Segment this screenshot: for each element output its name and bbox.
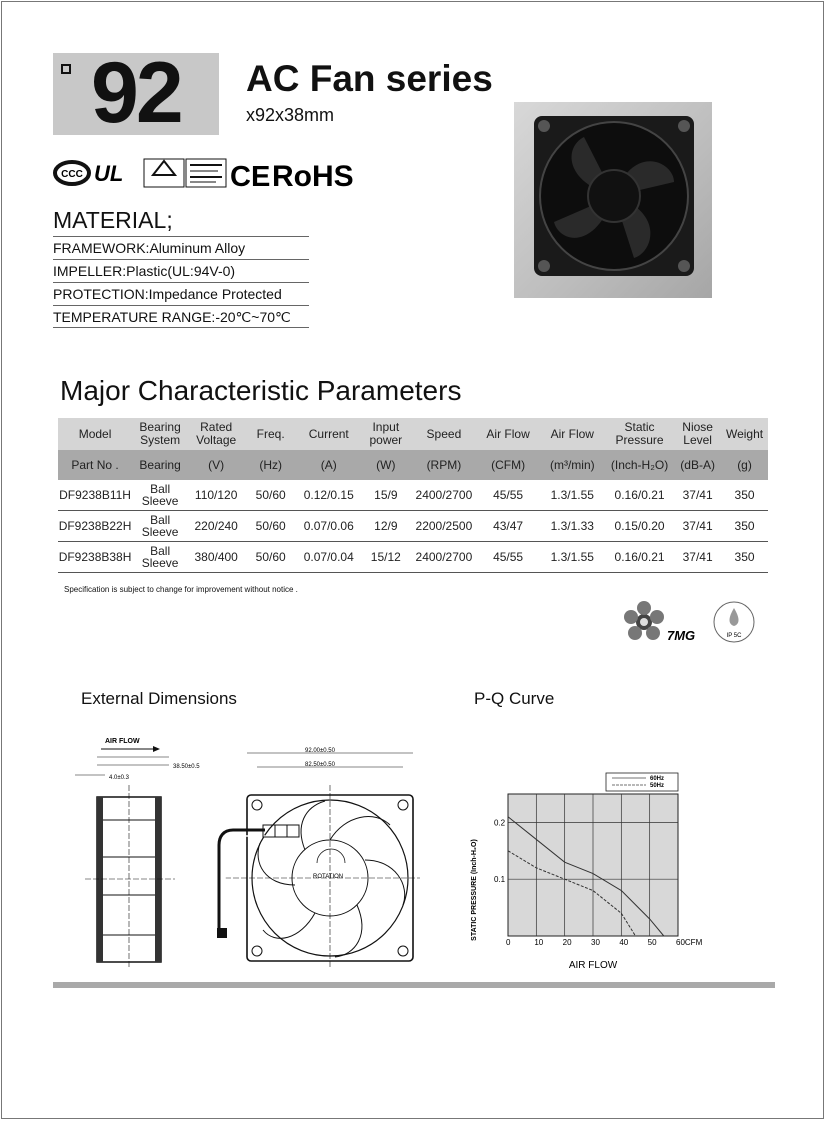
y-tick-label: 0.2 [494,818,506,828]
table-cell: 380/400 [188,542,244,573]
table-row [58,511,768,542]
table-cell: 0.16/0.21 [605,542,674,573]
ce-label: CE [230,161,271,193]
pq-curve-chart [466,770,711,975]
table-cell: 0.15/0.20 [605,511,674,542]
x-tick-label: 10 [534,938,544,947]
table-cell: Ball Sleeve [132,480,188,511]
ul-logo-icon [94,161,123,186]
blade-7mg-icon [624,601,664,640]
depth-dimension: 38.50±0.5 [173,764,200,770]
legend-entry-60hz: 60Hz [650,776,665,782]
ce-logo-icon [230,161,270,193]
fan-photo-icon [514,102,712,298]
header-cell: Freq. [244,418,297,450]
fan-photo [514,102,712,298]
table-unit-row [58,450,768,480]
rotation-label: ROTATION [313,874,344,880]
series-title: AC Fan series [246,58,493,99]
table-cell: 37/41 [674,480,721,511]
table-cell: 43/47 [477,511,540,542]
x-tick-label: 40 [619,938,629,947]
seven-mg-label: 7MG [667,628,696,643]
unit-cell: (CFM) [477,450,540,480]
unit-cell: (g) [721,450,768,480]
unit-cell: (RPM) [411,450,476,480]
header-cell: Model [58,418,132,450]
table-row [58,480,768,511]
table-cell: 45/55 [477,480,540,511]
table-cell: 37/41 [674,542,721,573]
header-cell: Rated Voltage [188,418,244,450]
table-cell: 50/60 [244,542,297,573]
x-tick-label: 20 [562,938,572,947]
table-row [58,542,768,573]
table-header-row [58,418,768,450]
air-flow-label: AIR FLOW [105,738,140,745]
x-tick-label: 50 [647,938,657,947]
table-cell: 45/55 [477,542,540,573]
table-cell: 50/60 [244,511,297,542]
bottom-bar [53,982,775,988]
rohs-logo-icon [272,160,354,193]
x-tick-label: 30 [591,938,600,947]
x-tick-label: 60CFM [676,938,703,947]
x-axis-label: AIR FLOW [568,960,618,971]
table-cell: 2200/2500 [411,511,476,542]
ul-label: UL [94,161,124,186]
unit-cell: (V) [188,450,244,480]
table-cell: 0.07/0.06 [297,511,360,542]
unit-cell: (m³/min) [540,450,605,480]
header-cell: Weight [721,418,768,450]
material-item: TEMPERATURE RANGE:-20℃~70℃ [53,305,309,328]
table-cell: 50/60 [244,480,297,511]
table-cell: 1.3/1.55 [540,542,605,573]
rating-icons [620,598,760,648]
y-axis-label: STATIC PRESSURE (Inch-H₂O) [471,839,478,941]
material-item: IMPELLER:Plastic(UL:94V-0) [53,259,309,279]
table-cell: 12/9 [360,511,411,542]
material-item: PROTECTION:Impedance Protected [53,282,309,302]
legend-entry-50hz: 50Hz [650,783,665,789]
material-title: MATERIAL; [53,207,173,233]
table-cell: DF9238B22H [58,511,132,542]
unit-cell: (A) [297,450,360,480]
table-cell: 350 [721,511,768,542]
unit-cell: (W) [360,450,411,480]
table-cell: 37/41 [674,511,721,542]
table-cell: DF9238B11H [58,480,132,511]
parameters-table [58,418,768,573]
chart-legend [606,773,678,791]
table-cell: 220/240 [188,511,244,542]
pq-curve-title: P-Q Curve [474,689,555,708]
unit-cell: Bearing [132,450,188,480]
table-cell: 0.07/0.04 [297,542,360,573]
ip-rating-icon [714,602,754,642]
series-dimensions: x92x38mm [246,105,335,125]
material-item: FRAMEWORK:Aluminum Alloy [53,236,309,256]
table-cell: 350 [721,542,768,573]
external-dimensions-title: External Dimensions [81,689,237,708]
rohs-label: RoHS [272,160,354,193]
parameters-title: Major Characteristic Parameters [60,375,462,406]
square-icon [61,64,71,74]
table-cell: 0.16/0.21 [605,480,674,511]
header-cell: Niose Level [674,418,721,450]
table-cell: Ball Sleeve [132,542,188,573]
ip-rating-label: IP 5C [726,633,742,639]
side-view-drawing [65,735,215,970]
spec-note: Specification is subject to change for improvement without notice . [64,585,298,594]
header-cell: Speed [411,418,476,450]
table-cell: DF9238B38H [58,542,132,573]
size-number: 92 [91,45,181,141]
tuv-logo-icon [144,159,226,187]
unit-cell: (Inch-H₂O) [605,450,674,480]
flange-dimension: 4.0±0.3 [109,775,129,781]
header-cell: Air Flow [477,418,540,450]
table-cell: 1.3/1.55 [540,480,605,511]
unit-cell: (Hz) [244,450,297,480]
ccc-label: CCC [61,169,83,180]
y-tick-label: 0.1 [494,875,506,885]
table-cell: 15/12 [360,542,411,573]
unit-cell: Part No . [58,450,132,480]
header-cell: Bearing System [132,418,188,450]
size-badge [53,45,219,141]
header-cell: Static Pressure [605,418,674,450]
ccc-logo-icon [55,162,89,184]
outer-width-dimension: 92.00±0.50 [305,748,335,754]
table-cell: 110/120 [188,480,244,511]
table-cell: 2400/2700 [411,542,476,573]
table-cell: 1.3/1.33 [540,511,605,542]
front-view-drawing [205,745,425,970]
x-tick-label: 0 [506,938,511,947]
table-cell: 2400/2700 [411,480,476,511]
table-cell: 0.12/0.15 [297,480,360,511]
unit-cell: (dB-A) [674,450,721,480]
table-cell: Ball Sleeve [132,511,188,542]
table-cell: 15/9 [360,480,411,511]
header-cell: Air Flow [540,418,605,450]
header-cell: Current [297,418,360,450]
hole-pitch-dimension: 82.50±0.50 [305,762,335,768]
certification-logos [52,155,354,193]
table-cell: 350 [721,480,768,511]
header-cell: Input power [360,418,411,450]
